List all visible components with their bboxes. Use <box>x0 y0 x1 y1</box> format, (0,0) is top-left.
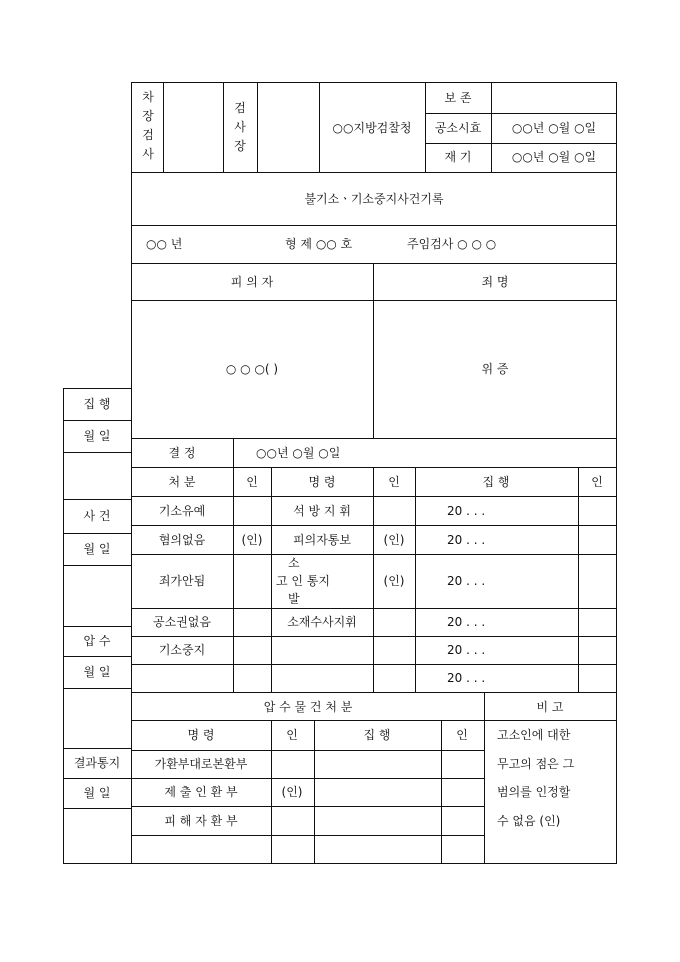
side-label: 월 일 <box>83 429 111 443</box>
office-name: ○○지방검찰청 <box>332 121 412 135</box>
rule <box>63 388 131 389</box>
disposition-cell: 공소권없음 <box>153 615 211 629</box>
rule <box>63 778 131 779</box>
chajang-char: 차 <box>142 90 154 104</box>
form-title: 불기소ㆍ기소중지사건기록 <box>304 192 444 206</box>
chajang-char: 장 <box>142 109 154 123</box>
geomsajang-char: 장 <box>234 139 246 153</box>
jaegi-label: 재 기 <box>444 150 472 164</box>
rule <box>63 688 131 689</box>
rule <box>131 82 132 864</box>
rule <box>63 626 131 627</box>
seizure-order: 가환부대로본환부 <box>154 757 248 771</box>
disposition-cell: 혐의없음 <box>158 533 206 547</box>
chajang-char: 사 <box>142 147 154 161</box>
seal-cell: (인) <box>383 533 405 547</box>
rule <box>578 467 579 692</box>
note-line: 무고의 점은 그 <box>497 757 575 771</box>
rule <box>131 720 617 721</box>
rule <box>131 554 617 555</box>
rule <box>131 225 617 226</box>
side-label: 결과통지 <box>73 756 121 770</box>
rule <box>63 533 131 534</box>
rule <box>131 263 617 264</box>
rule <box>131 525 617 526</box>
order-cell: 소재수사지휘 <box>287 615 357 629</box>
rule <box>63 863 617 864</box>
rule <box>131 300 617 301</box>
rule <box>131 835 484 836</box>
col-header-in: 인 <box>388 475 400 489</box>
order-cell: 소 <box>288 556 300 570</box>
rule <box>131 496 617 497</box>
col-header-in: 인 <box>246 475 258 489</box>
rule <box>131 806 484 807</box>
rule <box>425 82 426 172</box>
side-label: 월 일 <box>83 665 111 679</box>
rule <box>233 438 234 467</box>
note-title: 비 고 <box>536 700 564 714</box>
seizure-order: 피 해 자 환 부 <box>164 814 238 828</box>
rule <box>441 720 442 864</box>
rule <box>131 778 484 779</box>
side-label: 압 수 <box>83 634 111 648</box>
case-prosecutor: 주임검사 ○ ○ ○ <box>407 237 497 251</box>
suspect-header: 피 의 자 <box>230 275 274 289</box>
order-cell: 피의자통보 <box>293 533 351 547</box>
col-header-exec: 집 행 <box>482 475 510 489</box>
col-header-cheobun: 처 분 <box>168 475 196 489</box>
gongso-value: ○○년 ○월 ○일 <box>511 121 597 135</box>
exec-date: 20 . . . <box>447 671 486 685</box>
crime-header: 죄 명 <box>481 275 509 289</box>
col-header-exec: 집 행 <box>363 728 391 742</box>
rule <box>131 172 617 173</box>
order-cell: 발 <box>288 592 300 606</box>
col-header-order: 명 령 <box>187 728 215 742</box>
rule <box>425 113 617 114</box>
rule <box>415 467 416 692</box>
order-cell: 고 인 통지 <box>276 574 330 588</box>
order-cell: 석 방 지 휘 <box>293 504 351 518</box>
geomsajang-char: 검 <box>234 101 246 115</box>
case-number: 형 제 ○○ 호 <box>285 237 353 251</box>
rule <box>373 263 374 438</box>
seal-cell: (인) <box>383 574 405 588</box>
exec-date: 20 . . . <box>447 643 486 657</box>
rule <box>131 467 617 468</box>
case-year: ○○ 년 <box>146 237 183 251</box>
seal-cell: (인) <box>241 533 263 547</box>
rule <box>233 467 234 692</box>
disposition-cell: 죄가안됨 <box>158 574 206 588</box>
crime-name: 위 증 <box>481 362 509 376</box>
geomsajang-char: 사 <box>234 120 246 134</box>
rule <box>271 720 272 864</box>
rule <box>131 750 484 751</box>
decision-label: 결 정 <box>168 446 196 460</box>
seizure-title: 압 수 물 건 처 분 <box>263 700 353 714</box>
disposition-cell: 기소중지 <box>158 643 206 657</box>
disposition-cell: 기소유예 <box>158 504 206 518</box>
note-line: 고소인에 대한 <box>497 728 571 742</box>
exec-date: 20 . . . <box>447 533 486 547</box>
rule <box>63 808 131 809</box>
decision-date: ○○년 ○월 ○일 <box>256 446 341 460</box>
rule <box>63 452 131 453</box>
rule <box>373 467 374 692</box>
seal-cell: (인) <box>281 785 303 799</box>
rule <box>63 499 131 500</box>
rule <box>271 467 272 692</box>
exec-date: 20 . . . <box>447 504 486 518</box>
chajang-char: 검 <box>142 128 154 142</box>
side-label: 월 일 <box>83 786 111 800</box>
seizure-order: 제 출 인 환 부 <box>164 785 238 799</box>
rule <box>131 636 617 637</box>
rule <box>131 608 617 609</box>
col-header-in: 인 <box>456 728 468 742</box>
rule <box>63 420 131 421</box>
side-label: 사 건 <box>83 509 111 523</box>
exec-date: 20 . . . <box>447 574 486 588</box>
side-label: 집 행 <box>83 397 111 411</box>
rule <box>131 82 617 83</box>
rule <box>425 143 617 144</box>
note-line: 범의를 인정할 <box>497 785 571 799</box>
bojon-label: 보 존 <box>444 91 472 105</box>
rule <box>131 664 617 665</box>
side-label: 월 일 <box>83 542 111 556</box>
rule <box>257 82 258 172</box>
rule <box>616 82 617 864</box>
rule <box>63 748 131 749</box>
rule <box>63 388 64 864</box>
rule <box>484 692 485 864</box>
suspect-name: ○ ○ ○( ) <box>225 362 279 376</box>
exec-date: 20 . . . <box>447 615 486 629</box>
rule <box>131 692 617 693</box>
note-line: 수 없음 (인) <box>497 814 561 828</box>
rule <box>131 438 617 439</box>
jaegi-value: ○○년 ○월 ○일 <box>511 150 597 164</box>
rule <box>63 656 131 657</box>
rule <box>319 82 320 172</box>
rule <box>163 82 164 172</box>
col-header-in: 인 <box>591 475 603 489</box>
col-header-in: 인 <box>286 728 298 742</box>
col-header-order: 명 령 <box>308 475 336 489</box>
rule <box>314 720 315 864</box>
gongso-label: 공소시효 <box>434 121 482 135</box>
rule <box>491 82 492 172</box>
rule <box>223 82 224 172</box>
rule <box>63 565 131 566</box>
